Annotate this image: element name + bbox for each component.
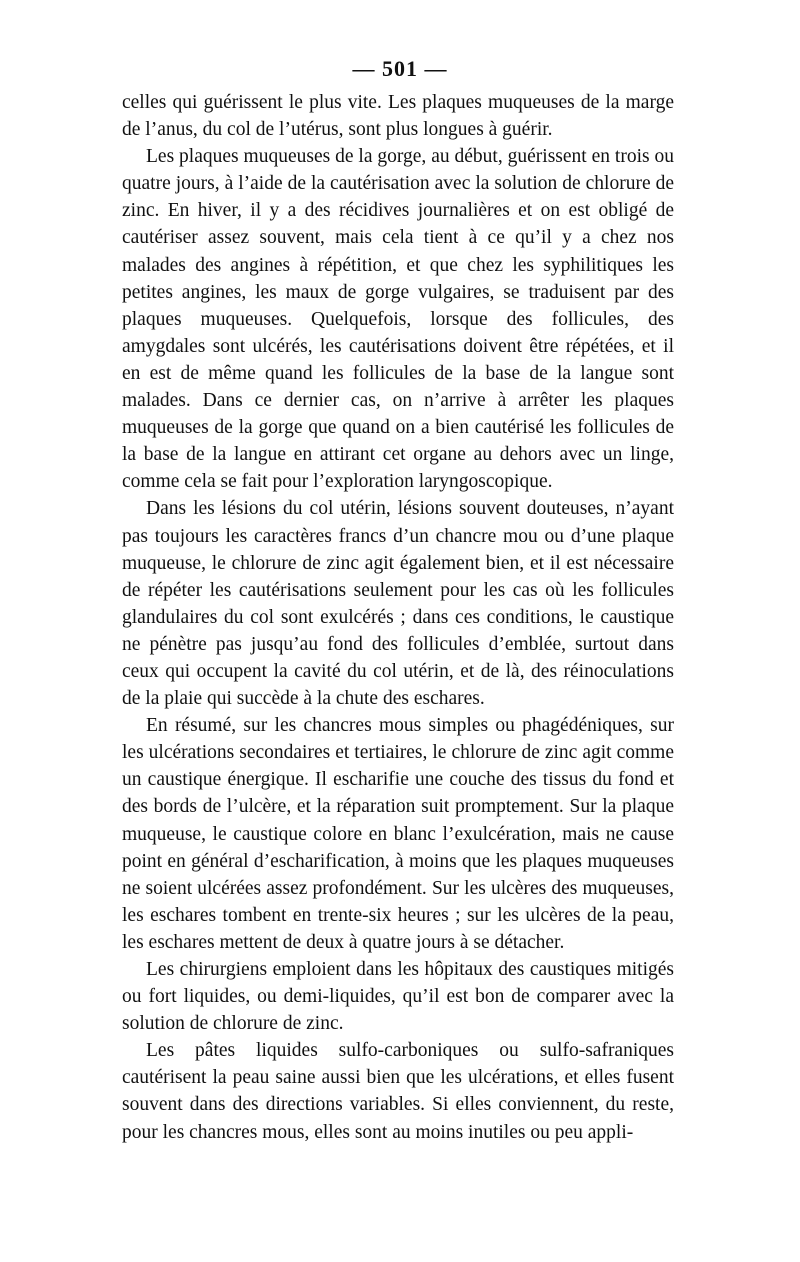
body-text: [122, 89, 674, 1146]
paragraph-col-uterin: Dans les lésions du col utérin, lésions souvent douteuses, n’ayant pas toujours les caractères francs d’un chancre mou ou d’une plaque muqueuse, le chlorure de zinc agit également bien, et il est nécessaire de répéter les cautérisations seulement pour les cas où les follicules glandulaires du col sont exulcérés ; dans ces conditions, le caustique ne pénètre pas jusqu’au fond des follicules d’emblée, surtout dans ceux qui occupent la cavité du col utérin, et de là, des réinoculations de la plaie qui succède à la chute des eschares.: [122, 498, 674, 710]
paragraph-chirurgiens: Les chirurgiens emploient dans les hôpitaux des caustiques mitigés ou fort liquides, ou demi-liquides, qu’il est bon de comparer avec la solution de chlorure de zinc.: [122, 959, 674, 1035]
paragraph-plaques-gorge: Les plaques muqueuses de la gorge, au début, guérissent en trois ou quatre jours, à l’aide de la cautérisation avec la solution de chlorure de zinc. En hiver, il y a des récidives journalières et on est obligé de cautériser assez souvent, mais cela tient à ce qu’il y a chez nos malades des angines à répétition, et que chez les syphilitiques les petites angines, les maux de gorge vulgaires, se traduisent par des plaques muqueuses. Quelquefois, lorsque des follicules, des amygdales sont ulcérés, les cautérisations doivent être répétées, et il en est de même quand les follicules de la base de la langue sont malades. Dans ce dernier cas, on n’arrive à arrêter les plaques muqueuses de la gorge que quand on a bien cautérisé les follicules de la base de la langue en attirant cet organe au dehors avec un linge, comme cela se fait pour l’exploration laryngoscopique.: [122, 146, 674, 493]
paragraph-pates-liquides: Les pâtes liquides sulfo-carboniques ou sulfo-safraniques cautérisent la peau saine aussi bien que les ulcérations, et elles fusent souvent dans des directions variables. Si elles conviennent, du reste, pour les chancres mous, elles sont au moins inutiles ou peu appli-: [122, 1040, 674, 1143]
page-number: — 501 —: [352, 56, 448, 81]
paragraph-continuation: celles qui guérissent le plus vite. Les plaques muqueuses de la marge de l’anus, du col de l’utérus, sont plus longues à guérir.: [122, 92, 674, 141]
paragraph-resume: En résumé, sur les chancres mous simples ou phagédéniques, sur les ulcérations secondaires et tertiaires, le chlorure de zinc agit comme un caustique énergique. Il escharifie une couche des tissus du fond et des bords de l’ulcère, et la réparation suit promptement. Sur la plaque muqueuse, le caustique colore en blanc l’exulcération, mais ne cause point en général d’escharification, à moins que les plaques muqueuses ne soient ulcérées assez profondément. Sur les ulcères des muqueuses, les eschares tombent en trente-six heures ; sur les ulcères de la peau, les eschares mettent de deux à quatre jours à se détacher.: [122, 715, 674, 953]
